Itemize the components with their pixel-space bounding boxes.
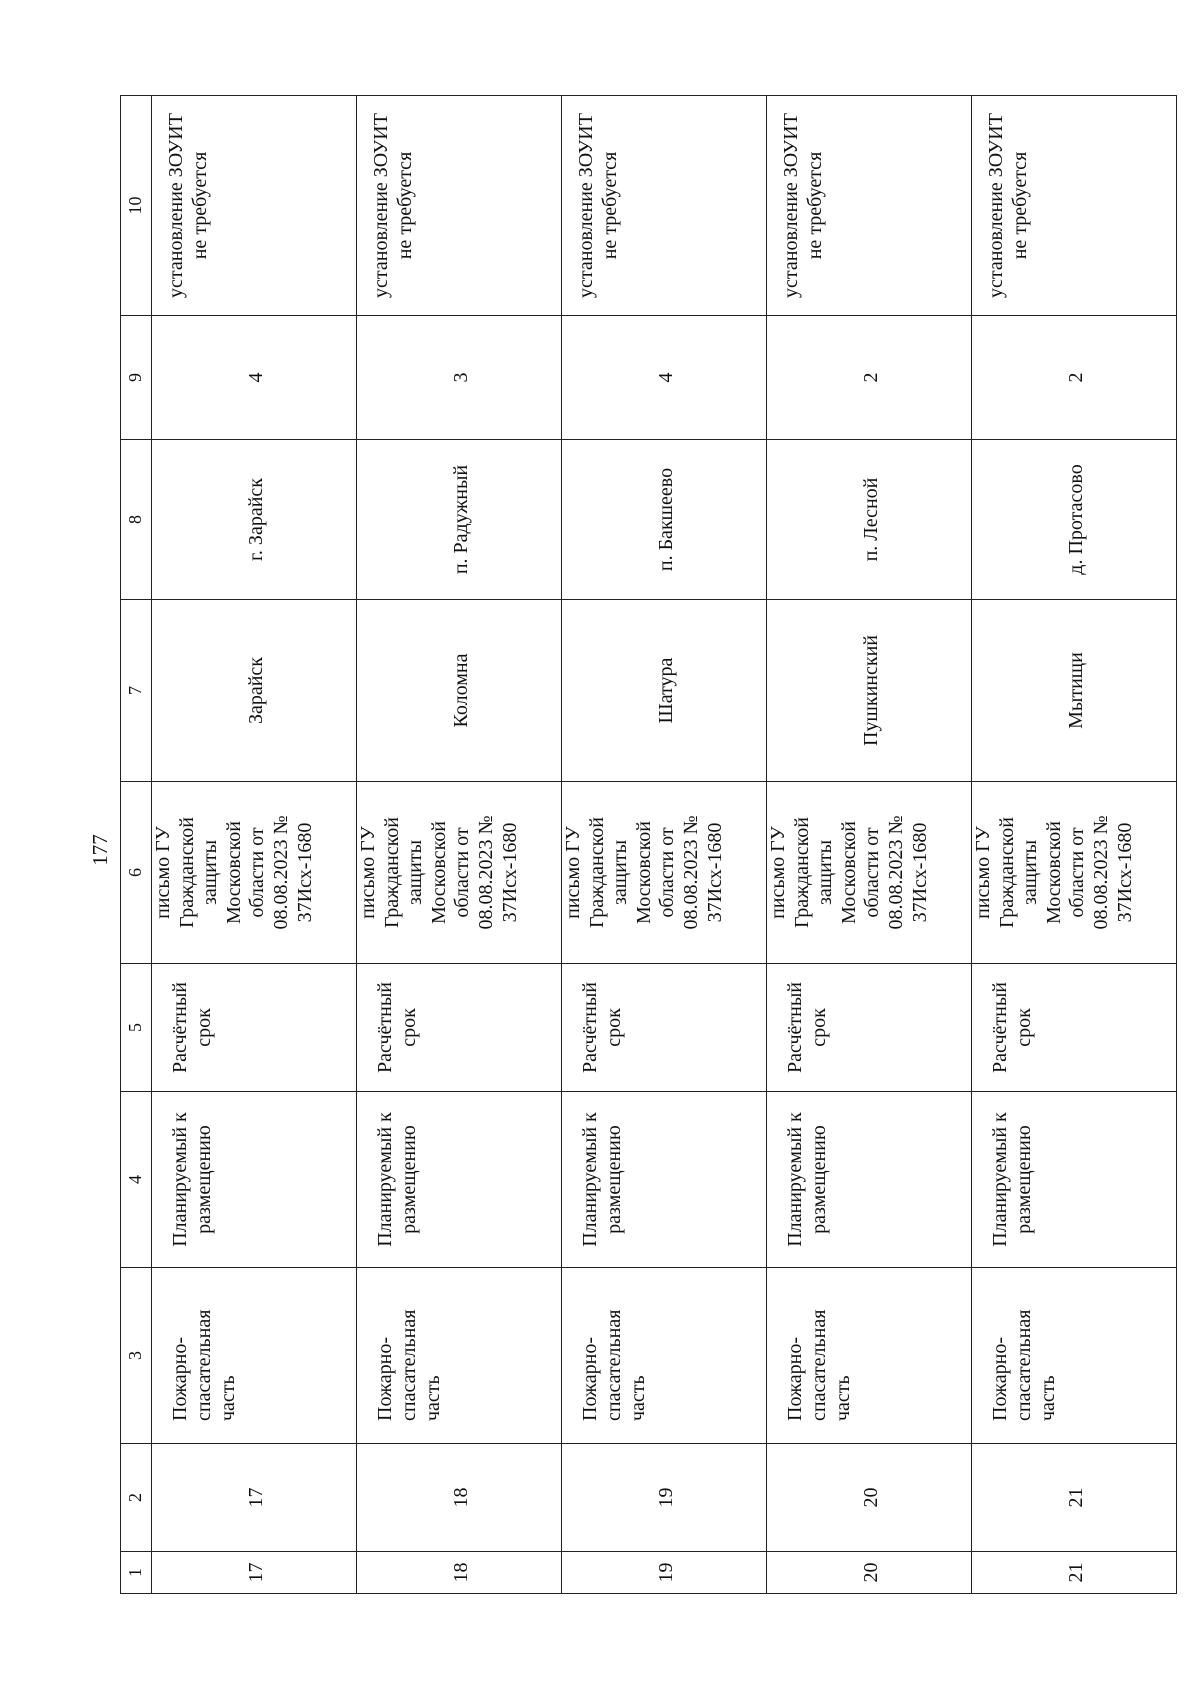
district-cell: Пушкинский	[767, 600, 972, 782]
object-name-cell: Пожарно-спасательная часть	[972, 1268, 1177, 1444]
row-number-cell: 18	[357, 1552, 562, 1594]
object-name-cell: Пожарно-спасательная часть	[562, 1268, 767, 1444]
object-name-cell: Пожарно-спасательная часть	[767, 1268, 972, 1444]
table-row	[152, 96, 357, 1594]
status-cell: Планируемый к размещению	[972, 1092, 1177, 1268]
locality-cell: п. Лесной	[767, 440, 972, 600]
value-cell: 3	[357, 316, 562, 440]
rotated-table-frame	[120, 96, 1136, 1594]
status-cell: Планируемый к размещению	[152, 1092, 357, 1268]
zouit-cell: установление ЗОУИТ не требуется	[357, 96, 562, 316]
object-number-cell: 19	[562, 1444, 767, 1552]
basis-document-cell: письмо ГУ Гражданской защиты Московской области от 08.08.2023 № 37Исх-1680	[767, 782, 972, 964]
district-cell: Шатура	[562, 600, 767, 782]
basis-document-cell: письмо ГУ Гражданской защиты Московской области от 08.08.2023 № 37Исх-1680	[357, 782, 562, 964]
term-cell: Расчётный срок	[357, 964, 562, 1092]
term-cell: Расчётный срок	[767, 964, 972, 1092]
value-cell: 2	[767, 316, 972, 440]
value-cell: 2	[972, 316, 1177, 440]
locality-cell: п. Радужный	[357, 440, 562, 600]
locality-cell: д. Протасово	[972, 440, 1177, 600]
column-number-row	[121, 96, 152, 1594]
object-number-cell: 20	[767, 1444, 972, 1552]
object-name-cell: Пожарно-спасательная часть	[357, 1268, 562, 1444]
column-number-cell: 8	[121, 440, 152, 600]
column-number-cell: 7	[121, 600, 152, 782]
column-number-cell: 9	[121, 316, 152, 440]
basis-document-cell: письмо ГУ Гражданской защиты Московской области от 08.08.2023 № 37Исх-1680	[152, 782, 357, 964]
term-cell: Расчётный срок	[972, 964, 1177, 1092]
row-number-cell: 20	[767, 1552, 972, 1594]
zouit-cell: установление ЗОУИТ не требуется	[972, 96, 1177, 316]
column-number-cell: 5	[121, 964, 152, 1092]
column-number-cell: 2	[121, 1444, 152, 1552]
object-number-cell: 17	[152, 1444, 357, 1552]
locality-cell: г. Зарайск	[152, 440, 357, 600]
column-number-cell: 4	[121, 1092, 152, 1268]
zouit-cell: установление ЗОУИТ не требуется	[562, 96, 767, 316]
status-cell: Планируемый к размещению	[357, 1092, 562, 1268]
table-row	[562, 96, 767, 1594]
row-number-cell: 17	[152, 1552, 357, 1594]
value-cell: 4	[152, 316, 357, 440]
row-number-cell: 19	[562, 1552, 767, 1594]
status-cell: Планируемый к размещению	[562, 1092, 767, 1268]
term-cell: Расчётный срок	[562, 964, 767, 1092]
term-cell: Расчётный срок	[152, 964, 357, 1092]
basis-document-cell: письмо ГУ Гражданской защиты Московской области от 08.08.2023 № 37Исх-1680	[972, 782, 1177, 964]
page-number: 177	[88, 834, 112, 866]
district-cell: Зарайск	[152, 600, 357, 782]
object-name-cell: Пожарно-спасательная часть	[152, 1268, 357, 1444]
zouit-cell: установление ЗОУИТ не требуется	[767, 96, 972, 316]
data-table	[120, 95, 1177, 1594]
table-container	[120, 96, 1136, 1594]
row-number-cell: 21	[972, 1552, 1177, 1594]
status-cell: Планируемый к размещению	[767, 1092, 972, 1268]
locality-cell: п. Бакшеево	[562, 440, 767, 600]
column-number-cell: 3	[121, 1268, 152, 1444]
district-cell: Мытищи	[972, 600, 1177, 782]
table-row	[767, 96, 972, 1594]
column-number-cell: 1	[121, 1552, 152, 1594]
zouit-cell: установление ЗОУИТ не требуется	[152, 96, 357, 316]
object-number-cell: 18	[357, 1444, 562, 1552]
value-cell: 4	[562, 316, 767, 440]
table-row	[972, 96, 1177, 1594]
basis-document-cell: письмо ГУ Гражданской защиты Московской области от 08.08.2023 № 37Исх-1680	[562, 782, 767, 964]
column-number-cell: 10	[121, 96, 152, 316]
district-cell: Коломна	[357, 600, 562, 782]
object-number-cell: 21	[972, 1444, 1177, 1552]
table-row	[357, 96, 562, 1594]
column-number-cell: 6	[121, 782, 152, 964]
